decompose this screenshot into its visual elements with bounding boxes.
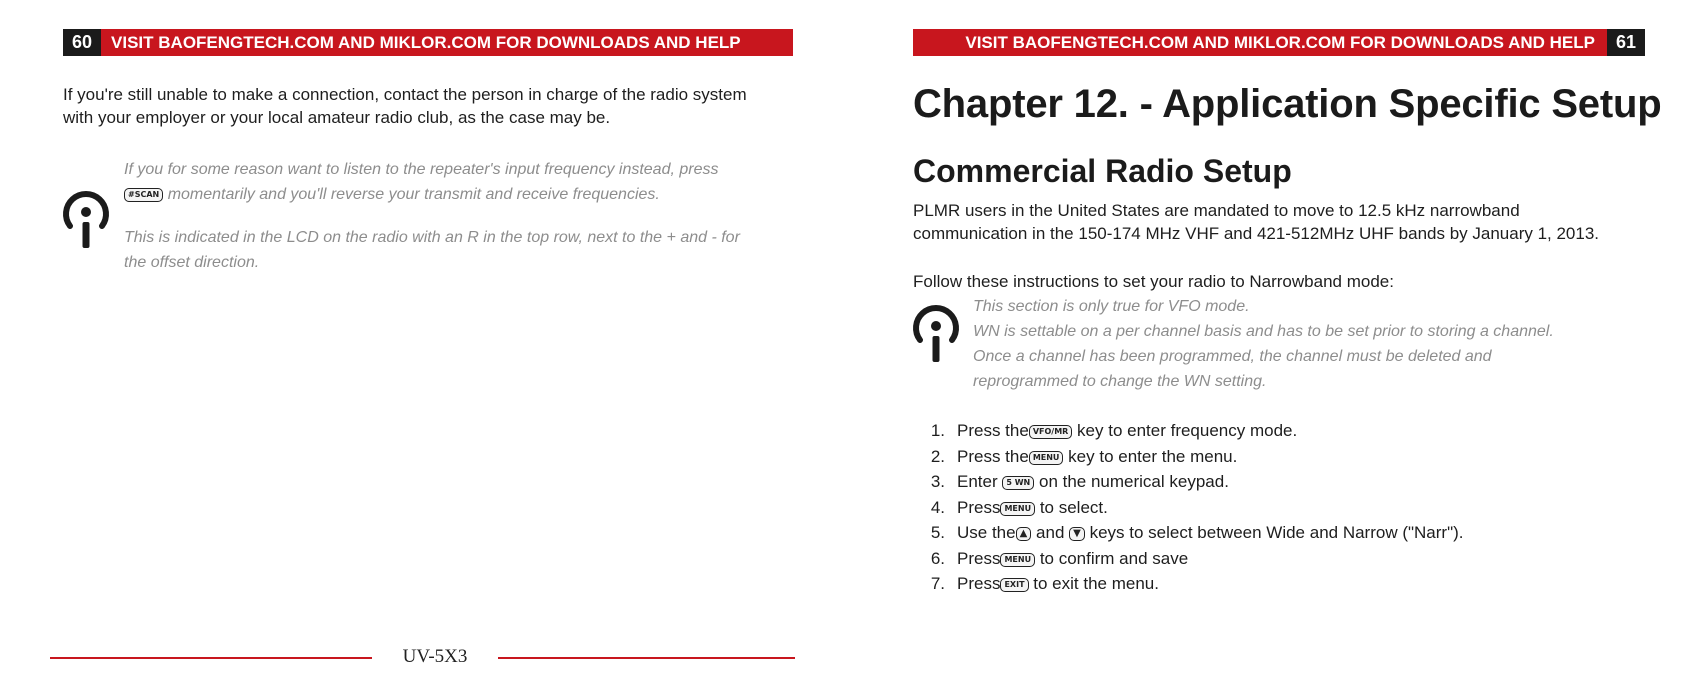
step-text: on the numerical keypad. (1038, 472, 1229, 491)
paragraph-line: PLMR users in the United States are mandated to move to 12.5 kHz narrowband (913, 201, 1520, 220)
footer-rule (498, 657, 795, 659)
step-text: Press (957, 548, 1001, 568)
right-page (850, 0, 1701, 680)
note-line: If you for some reason want to listen to the repeater's input frequency instead, press (124, 161, 719, 178)
paragraph-line: with your employer or your local amateur radio club, as the case may be. (63, 108, 611, 127)
step-text: and (1036, 523, 1065, 542)
intro-paragraph (913, 199, 1599, 245)
note-line: WN is settable on a per channel basis and has to be set prior to storing a channel. (973, 323, 1554, 340)
step-item (913, 571, 1464, 597)
scan-key-icon: #SCAN (124, 188, 163, 202)
step-text: to select. (1039, 497, 1108, 517)
header-banner: VISIT BAOFENGTECH.COM AND MIKLOR.COM FOR DOWNLOADS AND HELP (913, 29, 1607, 56)
vfo-mr-key-icon: VFO/MR (1029, 425, 1073, 439)
step-number: 1. (930, 421, 945, 440)
step-text: Press (957, 574, 1001, 593)
note-line: Once a channel has been programmed, the channel must be deleted and (973, 348, 1492, 365)
step-text: Press (957, 497, 1001, 517)
paragraph (63, 83, 747, 129)
step-number: 5. (930, 523, 945, 542)
note-line: This is indicated in the LCD on the radio with an R in the top row, next to the + and - for (124, 229, 740, 246)
down-arrow-key-icon: ▼ (1069, 527, 1085, 541)
footer-rule (50, 657, 372, 659)
step-item (913, 444, 1464, 470)
header-banner: VISIT BAOFENGTECH.COM AND MIKLOR.COM FOR DOWNLOADS AND HELP (101, 29, 793, 56)
note-line: the offset direction. (124, 254, 260, 271)
step-text: Press the (957, 421, 1029, 440)
info-icon (910, 300, 962, 366)
step-text: to confirm and save (1039, 548, 1189, 568)
page-number: 60 (63, 29, 101, 56)
left-header (63, 29, 793, 56)
exit-key-icon: EXIT (1000, 578, 1028, 592)
step-number: 2. (930, 446, 945, 466)
note-line: reprogrammed to change the WN setting. (973, 373, 1267, 390)
menu-key-icon: MENU (1000, 553, 1035, 567)
step-item (913, 418, 1464, 444)
steps-list (913, 418, 1464, 597)
step-text: keys to select between Wide and Narrow ("Narr"). (1089, 523, 1464, 542)
follow-text: Follow these instructions to set your radio to Narrowband mode: (913, 272, 1394, 291)
note (973, 294, 1554, 394)
left-page (0, 0, 850, 680)
section-title: Commercial Radio Setup (913, 153, 1292, 189)
info-icon (60, 186, 112, 252)
paragraph-line: communication in the 150-174 MHz VHF and 421-512MHz UHF bands by January 1, 2013. (913, 224, 1600, 243)
step-item (913, 495, 1464, 521)
up-arrow-key-icon: ▲ (1016, 527, 1032, 541)
step-text: Use the (957, 523, 1016, 542)
menu-key-icon: MENU (1029, 451, 1064, 465)
page-number: 61 (1607, 29, 1645, 56)
step-text: key to enter frequency mode. (1077, 421, 1298, 440)
step-text: Enter (957, 472, 998, 491)
step-text: Press the (957, 446, 1029, 466)
footer (50, 647, 795, 667)
footer-model: UV-5X3 (402, 646, 468, 667)
note-line-text: momentarily and you'll reverse your transmit and receive frequencies. (167, 186, 660, 203)
menu-key-icon: MENU (1000, 502, 1035, 516)
chapter-title: Chapter 12. - Application Specific Setup (913, 82, 1662, 126)
paragraph-line: If you're still unable to make a connection, contact the person in charge of the radio system (63, 85, 747, 104)
step-item (913, 469, 1464, 495)
step-number: 6. (930, 548, 945, 568)
note-line (124, 182, 740, 207)
step-number: 7. (930, 574, 945, 593)
note-line: This section is only true for VFO mode. (973, 298, 1250, 315)
right-header (913, 29, 1645, 56)
step-item (913, 546, 1464, 572)
step-number: 4. (930, 497, 945, 517)
step-text: key to enter the menu. (1068, 446, 1238, 466)
step-number: 3. (930, 472, 945, 491)
note (124, 157, 740, 275)
step-text: to exit the menu. (1033, 574, 1159, 593)
five-wn-key-icon: 5 WN (1002, 476, 1034, 490)
step-item (913, 520, 1464, 546)
